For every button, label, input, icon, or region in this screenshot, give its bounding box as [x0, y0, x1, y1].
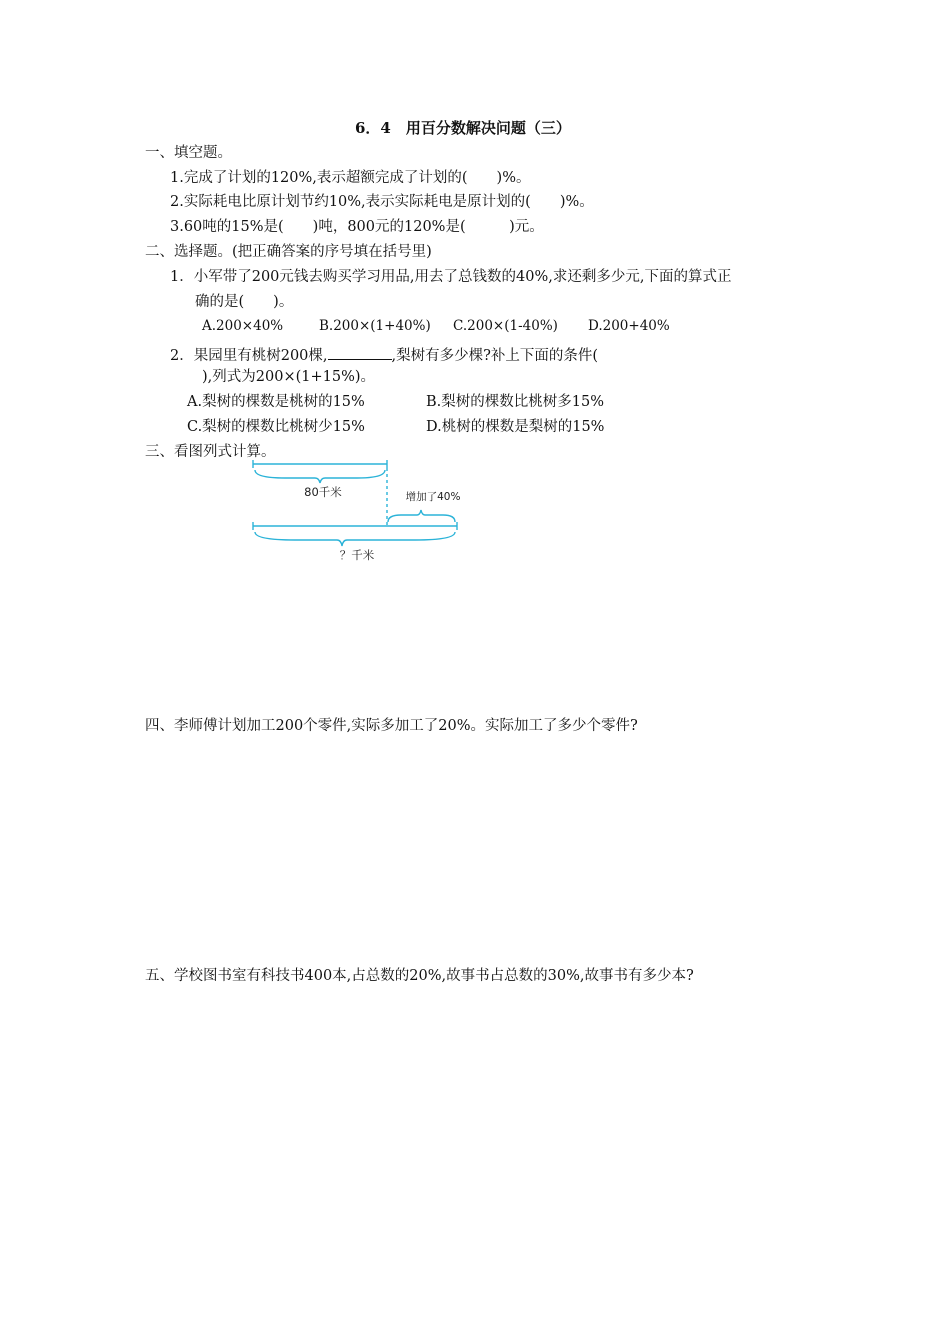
- s1-question-3: 3.60吨的15%是( )吨，800元的120%是( )元。: [170, 219, 544, 235]
- increase-brace: [388, 510, 455, 522]
- s1-question-1: 1.完成了计划的120%,表示超额完成了计划的( )%。: [170, 170, 531, 186]
- section3-heading: 三、看图列式计算。: [145, 444, 276, 460]
- bottom-brace: [255, 532, 455, 546]
- section1-heading: 一、填空题。: [145, 145, 232, 161]
- s2-question-1-line2: 确的是( )。: [195, 294, 294, 310]
- s2-q2-text-b: ,梨树有多少棵?补上下面的条件(: [391, 348, 599, 364]
- s2-q2-option-a: A.梨树的棵数是桃树的15%: [187, 394, 365, 410]
- s2-q2-option-d: D.桃树的棵数是梨树的15%: [426, 419, 605, 435]
- label-80km: 80千米: [304, 485, 342, 499]
- answer-underline[interactable]: [328, 345, 392, 360]
- top-brace: [255, 470, 385, 483]
- s2-q1-option-d: D.200+40%: [588, 318, 670, 334]
- s2-q2-option-c: C.梨树的棵数比桃树少15%: [187, 419, 365, 435]
- section2-heading: 二、选择题。(把正确答案的序号填在括号里): [145, 244, 432, 260]
- s2-q1-option-c: C.200×(1-40%): [453, 318, 558, 334]
- s2-question-2-line1: [170, 345, 598, 364]
- s2-question-2-line2: ),列式为200×(1+15%)。: [202, 369, 376, 385]
- s2-question-1-line1: 1．小军带了200元钱去购买学习用品,用去了总钱数的40%,求还剩多少元,下面的算式正: [170, 269, 732, 285]
- s2-q1-option-a: A.200×40%: [202, 318, 284, 334]
- page-title: 6．4 用百分数解决问题（三）: [355, 119, 571, 137]
- s2-q1-option-b: B.200×(1+40%): [319, 318, 431, 334]
- label-unknown-km: ？千米: [339, 548, 375, 562]
- label-increase-40: 增加了40%: [405, 491, 461, 503]
- s2-q2-option-b: B.梨树的棵数比桃树多15%: [426, 394, 604, 410]
- section5-question: 五、学校图书室有科技书400本,占总数的20%,故事书占总数的30%,故事书有多少本?: [145, 968, 694, 984]
- segment-diagram: [245, 458, 465, 568]
- s2-q2-text-a: 2．果园里有桃树200棵,: [170, 348, 328, 364]
- s1-question-2: 2.实际耗电比原计划节约10%,表示实际耗电是原计划的( )%。: [170, 194, 594, 210]
- section4-question: 四、李师傅计划加工200个零件,实际多加工了20%。实际加工了多少个零件?: [145, 718, 638, 734]
